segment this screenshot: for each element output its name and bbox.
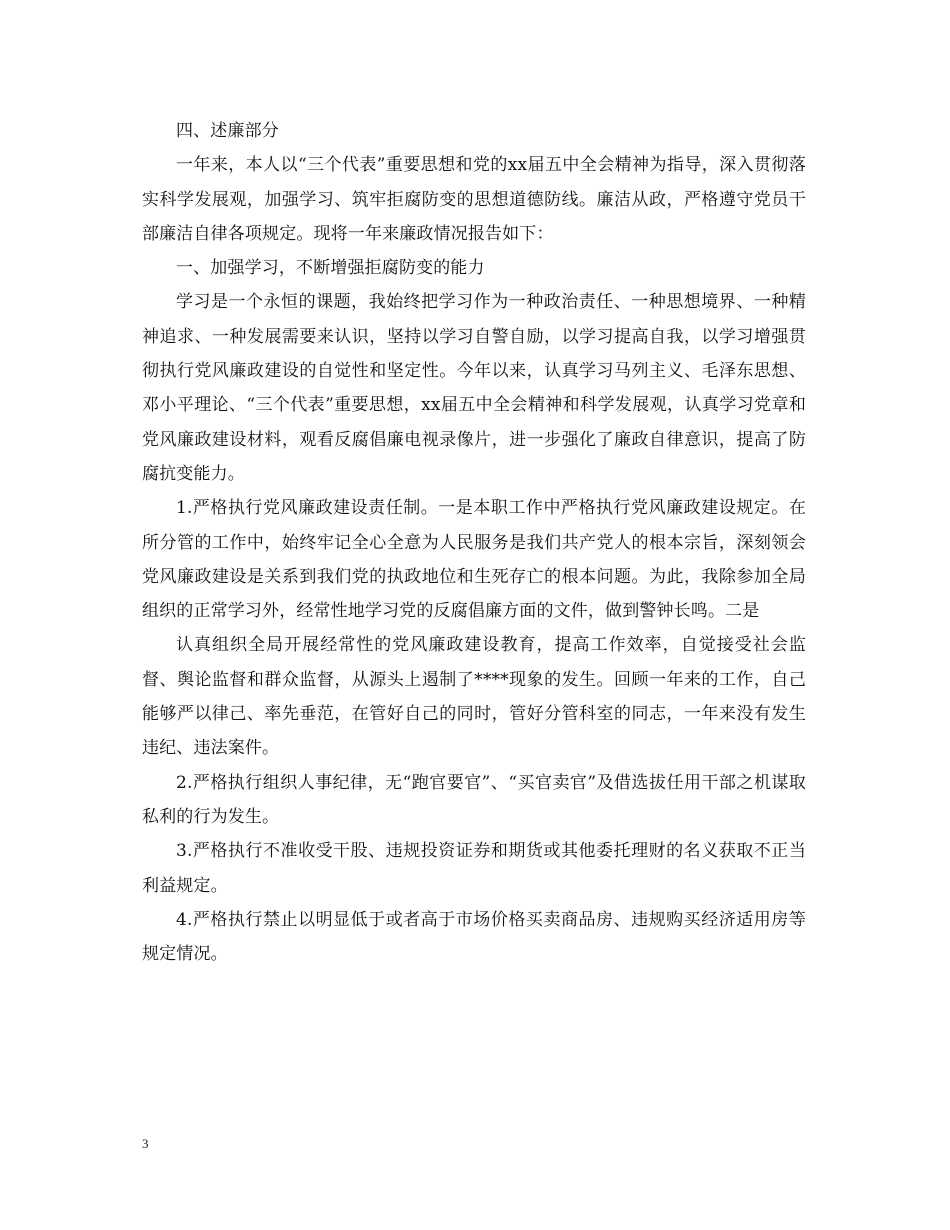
intro-paragraph: 一年来，本人以“三个代表”重要思想和党的xx届五中全会精神为指导，深入贯彻落实科学发展观，加强学习、筑牢拒腐防变的思想道德防线。廉洁从政，严格遵守党员干部廉洁自律各项规定。现将一年来廉政情况报告如下：	[142, 155, 806, 244]
item-one-paragraph: 1.严格执行党风廉政建设责任制。一是本职工作中严格执行党风廉政建设规定。在所分管的工作中，始终牢记全心全意为人民服务是我们共产党人的根本宗旨，深刻领会党风廉政建设是关系到我们党的执政地位和生死存亡的根本问题。为此，我除参加全局组织的正常学习外，经常性地学习党的反腐倡廉方面的文件，做到警钟长鸣。二是	[142, 498, 806, 622]
item-four-paragraph: 4.严格执行禁止以明显低于或者高于市场价格买卖商品房、违规购买经济适用房等规定情况。	[142, 909, 806, 965]
document-body	[142, 114, 806, 971]
section-heading-four: 四、述廉部分	[176, 121, 279, 141]
page-number: 3	[142, 1136, 149, 1151]
item-three-paragraph: 3.严格执行不准收受干股、违规投资证券和期货或其他委托理财的名义获取不正当利益规定。	[142, 841, 806, 896]
item-two-paragraph: 2.严格执行组织人事纪律，无“跑官要官”、“买官卖官”及借选拔任用干部之机谋取私利的行为发生。	[142, 772, 806, 827]
study-paragraph: 学习是一个永恒的课题，我始终把学习作为一种政治责任、一种思想境界、一种精神追求、一种发展需要来认识，坚持以学习自警自励，以学习提高自我，以学习增强贯彻执行党风廉政建设的自觉性和坚定性。今年以来，认真学习马列主义、毛泽东思想、邓小平理论、“三个代表”重要思想，xx届五中全会精神和科学发展观，认真学习党章和党风廉政建设材料，观看反腐倡廉电视录像片，进一步强化了廉政自律意识，提高了防腐抗变能力。	[142, 292, 806, 484]
subsection-heading-one: 一、加强学习，不断增强拒腐防变的能力	[176, 258, 485, 279]
item-one-continuation-paragraph: 认真组织全局开展经常性的党风廉政建设教育，提高工作效率，自觉接受社会监督、舆论监督和群众监督，从源头上遏制了****现象的发生。回顾一年来的工作，自己能够严以律己、率先垂范，在管好自己的同时，管好分管科室的同志，一年来没有发生违纪、违法案件。	[142, 635, 806, 759]
